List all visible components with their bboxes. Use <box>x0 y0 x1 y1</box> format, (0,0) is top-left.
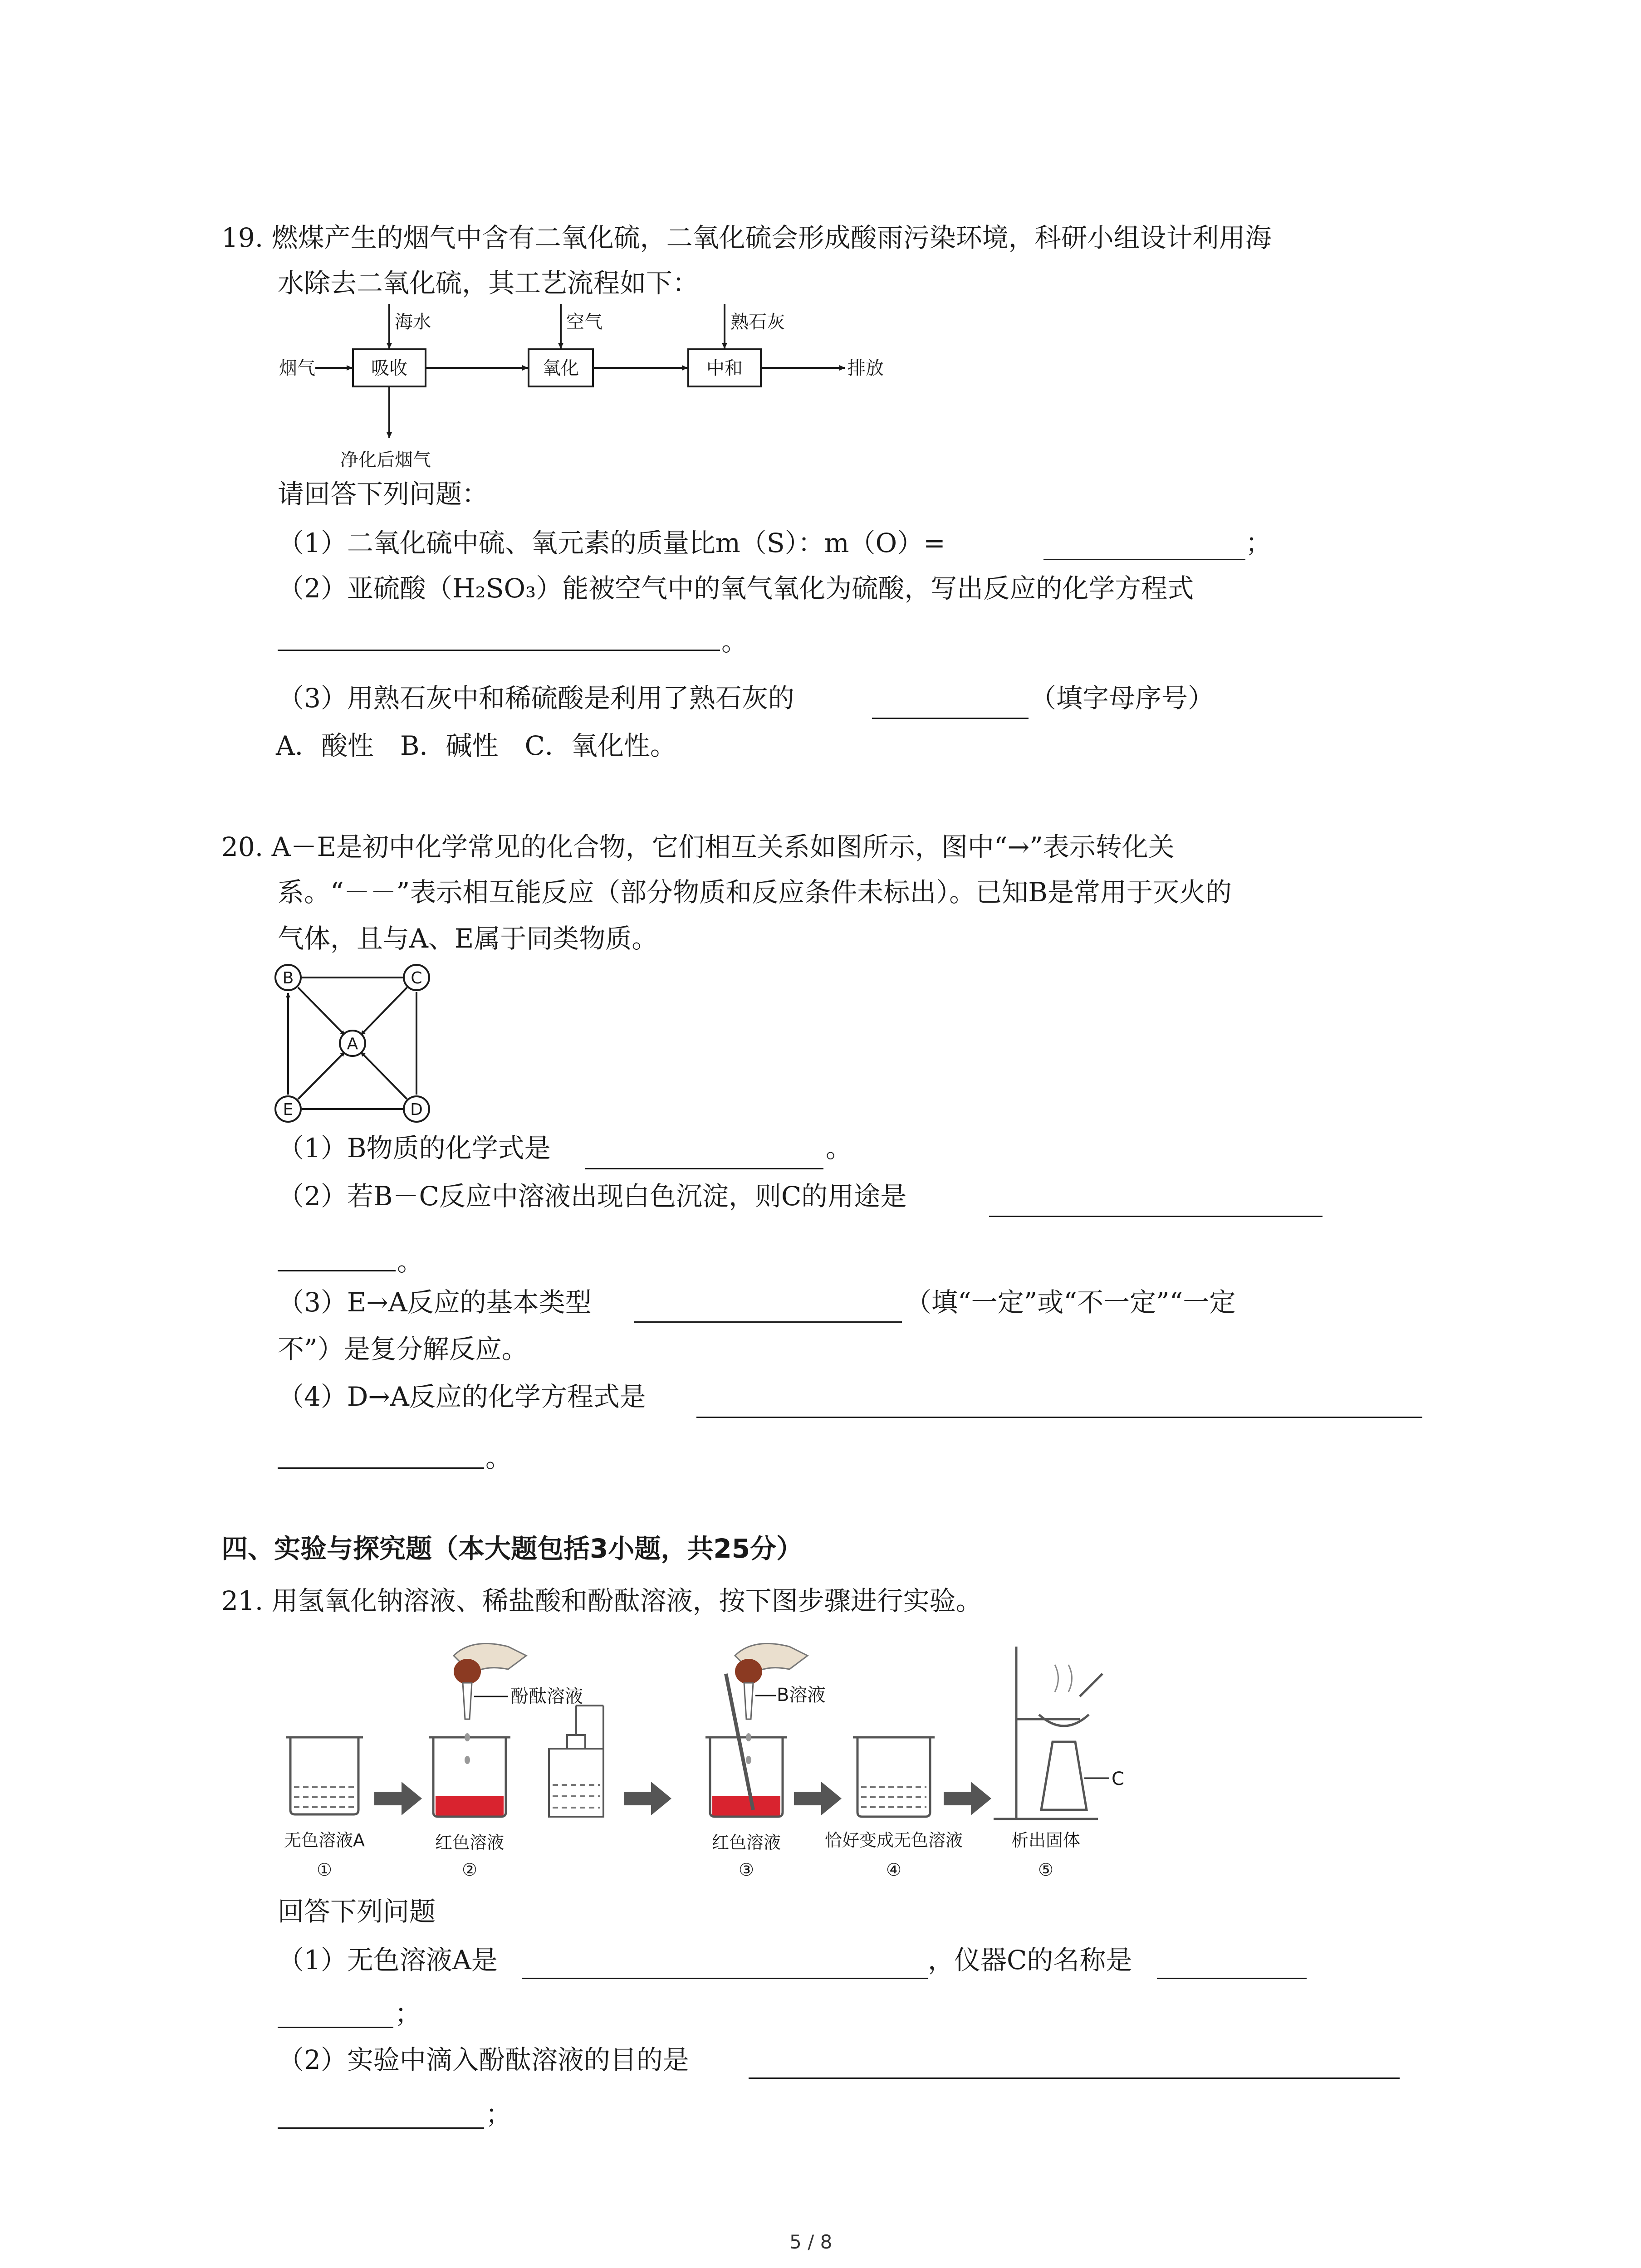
page-number: 5 / 8 <box>789 2231 833 2253</box>
caption-5: 析出固体 <box>1011 1830 1081 1850</box>
q20-blank-2a[interactable] <box>989 1216 1323 1217</box>
q20-blank-2b[interactable] <box>278 1270 396 1271</box>
q19-options: A．酸性 B．碱性 C．氧化性。 <box>276 730 676 761</box>
q21-line1: 21. 用氢氧化钠溶液、稀盐酸和酚酞溶液，按下图步骤进行实验。 <box>221 1585 982 1616</box>
q19-p1-end: ； <box>1245 528 1272 558</box>
q19-p2: （2）亚硫酸（H₂SO₃）能被空气中的氧气氧化为硫酸，写出反应的化学方程式 <box>278 573 1194 604</box>
q20-p4: （4）D→A反应的化学方程式是 <box>278 1381 646 1412</box>
q20-p3: （3）E→A反应的基本类型 <box>278 1287 592 1318</box>
flow-box-1: 吸收 <box>371 358 407 379</box>
caption-2: 红色溶液 <box>435 1833 505 1853</box>
q20-line2: 系。“－－”表示相互能反应（部分物质和反应条件未标出）。已知B是常用于灭火的 <box>278 877 1232 908</box>
q19-flow-diagram <box>272 302 907 474</box>
q21-blank-2b[interactable] <box>278 2027 393 2028</box>
node-d: D <box>410 1100 423 1119</box>
q19-p3-end: （填字母序号） <box>1030 683 1215 714</box>
q21-blank-3b[interactable] <box>278 2127 484 2129</box>
node-b: B <box>282 969 294 987</box>
q20-p1-end: 。 <box>826 1133 852 1163</box>
label-c: C <box>1112 1769 1124 1789</box>
caption-4: 恰好变成无色溶液 <box>824 1830 963 1850</box>
flow-input-air: 空气 <box>566 312 603 332</box>
q20-p3-line2: 不”）是复分解反应。 <box>278 1334 528 1364</box>
q21-p2-end: ； <box>485 2099 512 2130</box>
q19-blank-2[interactable] <box>278 650 720 651</box>
q19-line2: 水除去二氧化硫，其工艺流程如下： <box>278 268 699 298</box>
flow-box-3: 中和 <box>706 358 743 379</box>
q19-prompt: 请回答下列问题： <box>278 479 489 509</box>
reagent-bottle <box>549 1706 603 1817</box>
q21-experiment-figure <box>272 1628 1134 1892</box>
q19-p2-end: 。 <box>721 626 748 657</box>
q19-blank-3[interactable] <box>872 718 1029 719</box>
q21-p1-mid: ，仪器C的名称是 <box>928 1945 1132 1975</box>
q19-line1: 19. 燃煤产生的烟气中含有二氧化硫，二氧化硫会形成酸雨污染环境，科研小组设计利用海 <box>221 222 1272 253</box>
red-solution-3 <box>712 1796 780 1817</box>
q20-p1: （1）B物质的化学式是 <box>278 1133 551 1163</box>
step-3: ③ <box>738 1860 754 1880</box>
step-arrow-3 <box>794 1782 842 1815</box>
q21-p1: （1）无色溶液A是 <box>278 1945 498 1975</box>
node-c: C <box>411 969 422 987</box>
step-arrow-1 <box>374 1782 422 1815</box>
q21-p2: （2）实验中滴入酚酞溶液的目的是 <box>278 2044 689 2075</box>
q20-relation-diagram <box>274 964 438 1127</box>
caption-1: 无色溶液A <box>284 1830 365 1850</box>
q20-p3-end: （填“一定”或“不一定”“一定 <box>905 1287 1236 1318</box>
q21-blank-3a[interactable] <box>749 2077 1400 2079</box>
q20-line1: 20. A－E是初中化学常见的化合物，它们相互关系如图所示，图中“→”表示转化关 <box>221 831 1175 862</box>
beaker-1 <box>286 1737 363 1814</box>
flow-start: 烟气 <box>279 358 315 379</box>
flow-end: 排放 <box>847 358 884 379</box>
flow-input-lime: 熟石灰 <box>730 312 785 332</box>
q21-p1-end: ； <box>395 1998 421 2029</box>
label-phenolphthalein: 酚酞溶液 <box>510 1686 583 1707</box>
node-e: E <box>283 1100 294 1119</box>
step-arrow-4 <box>944 1782 991 1815</box>
step-4: ④ <box>886 1860 902 1880</box>
flow-box-2: 氧化 <box>543 358 579 379</box>
flow-input-seawater: 海水 <box>395 312 431 332</box>
q19-p3: （3）用熟石灰中和稀硫酸是利用了熟石灰的 <box>278 683 794 714</box>
q20-p2: （2）若B－C反应中溶液出现白色沉淀，则C的用途是 <box>278 1181 907 1212</box>
step-1: ① <box>316 1860 333 1880</box>
q19-blank-1[interactable] <box>1043 559 1245 560</box>
q20-p2-end: 。 <box>397 1246 424 1277</box>
q21-prompt: 回答下列问题 <box>278 1896 436 1927</box>
evaporation-setup <box>994 1647 1098 1819</box>
q20-blank-3[interactable] <box>634 1321 902 1323</box>
caption-3: 红色溶液 <box>711 1833 781 1853</box>
q20-blank-1[interactable] <box>585 1168 823 1169</box>
step-2: ② <box>461 1860 478 1880</box>
flow-below: 净化后烟气 <box>340 450 431 470</box>
q20-blank-4b[interactable] <box>278 1467 484 1469</box>
q21-blank-1[interactable] <box>522 1978 928 1979</box>
q20-blank-4a[interactable] <box>696 1417 1422 1418</box>
label-b-solution: B溶液 <box>777 1685 826 1706</box>
section-4-heading: 四、实验与探究题（本大题包括3小题，共25分） <box>221 1533 803 1564</box>
node-a: A <box>347 1035 358 1053</box>
step-arrow-2 <box>624 1782 671 1815</box>
q21-blank-2a[interactable] <box>1157 1978 1307 1979</box>
q19-p1: （1）二氧化硫中硫、氧元素的质量比m（S）：m（O）= <box>278 528 945 558</box>
step-5: ⑤ <box>1038 1860 1054 1880</box>
q20-p4-end: 。 <box>485 1442 512 1473</box>
red-solution-2 <box>436 1796 504 1817</box>
q20-line3: 气体，且与A、E属于同类物质。 <box>278 923 658 954</box>
